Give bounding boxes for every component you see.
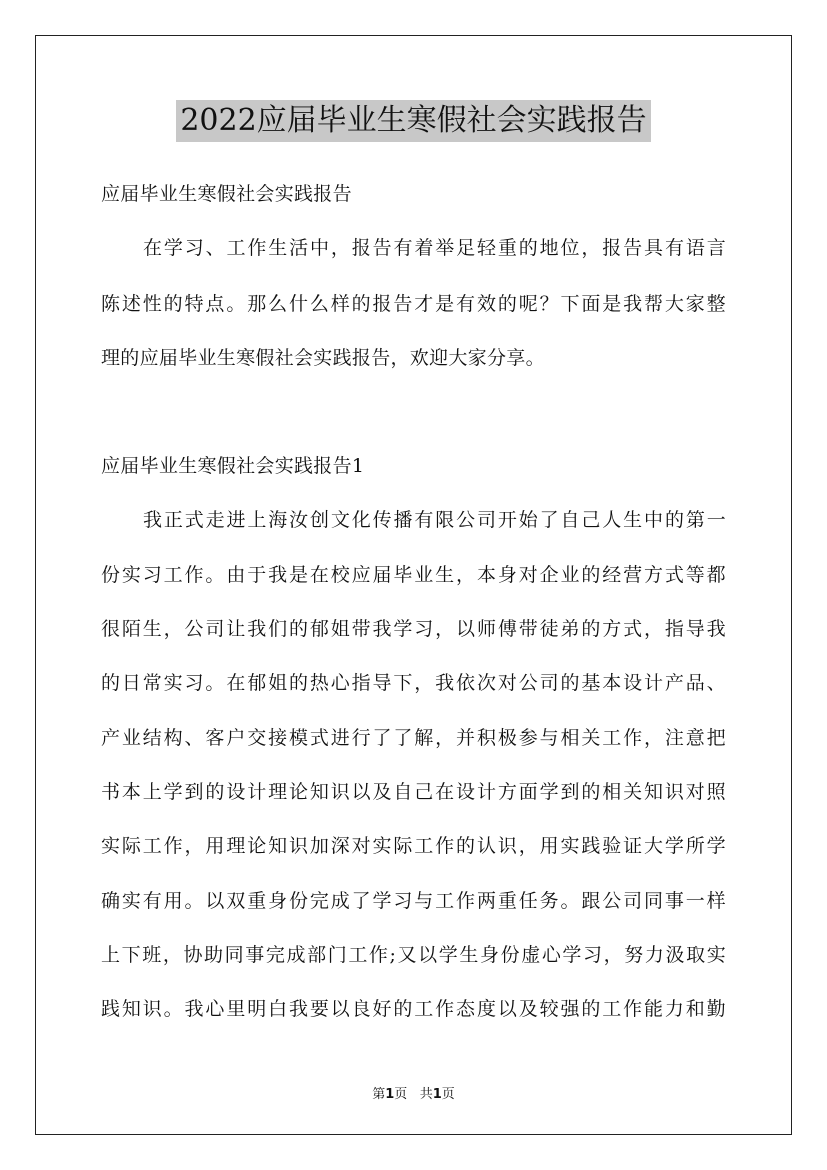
page-number: 1 xyxy=(385,1087,395,1102)
body-line: 我正式走进上海汝创文化传播有限公司开始了自己人生中的第一 xyxy=(143,509,726,531)
body-line: 实际工作，用理论知识加深对实际工作的认识，用实践验证大学所学 xyxy=(101,835,726,857)
intro-line: 在学习、工作生活中，报告有着举足轻重的地位，报告具有语言 xyxy=(143,237,726,259)
body-line: 很陌生，公司让我们的郁姐带我学习，以师傅带徒弟的方式，指导我 xyxy=(101,618,726,640)
body-line: 产业结构、客户交接模式进行了了解，并积极参与相关工作，注意把 xyxy=(101,727,726,749)
page-label-prefix: 第 xyxy=(372,1087,386,1102)
total-label-suffix: 页 xyxy=(441,1087,455,1102)
body-line: 上下班，协助同事完成部门工作;又以学生身份虚心学习，努力汲取实 xyxy=(101,944,726,966)
document-title xyxy=(0,100,827,142)
body-line: 的日常实习。在郁姐的热心指导下，我依次对公司的基本设计产品、 xyxy=(101,672,726,694)
body-line: 书本上学到的设计理论知识以及自己在设计方面学到的相关知识对照 xyxy=(101,781,726,803)
body-line: 践知识。我心里明白我要以良好的工作态度以及较强的工作能力和勤 xyxy=(101,998,726,1020)
intro-line: 理的应届毕业生寒假社会实践报告，欢迎大家分享。 xyxy=(101,347,545,369)
page-label-suffix: 页 xyxy=(394,1087,408,1102)
intro-line: 陈述性的特点。那么什么样的报告才是有效的呢？下面是我帮大家整 xyxy=(101,293,726,315)
document-title-text: 2022应届毕业生寒假社会实践报告 xyxy=(176,100,650,142)
page-footer xyxy=(0,1083,827,1102)
body-line: 份实习工作。由于我是在校应届毕业生，本身对企业的经营方式等都 xyxy=(101,564,726,586)
body-line: 确实有用。以双重身份完成了学习与工作两重任务。跟公司同事一样 xyxy=(101,890,726,912)
document-subtitle: 应届毕业生寒假社会实践报告 xyxy=(101,183,352,205)
total-pages: 1 xyxy=(432,1087,442,1102)
section-heading: 应届毕业生寒假社会实践报告1 xyxy=(101,455,365,477)
total-label-prefix: 共 xyxy=(419,1087,433,1102)
